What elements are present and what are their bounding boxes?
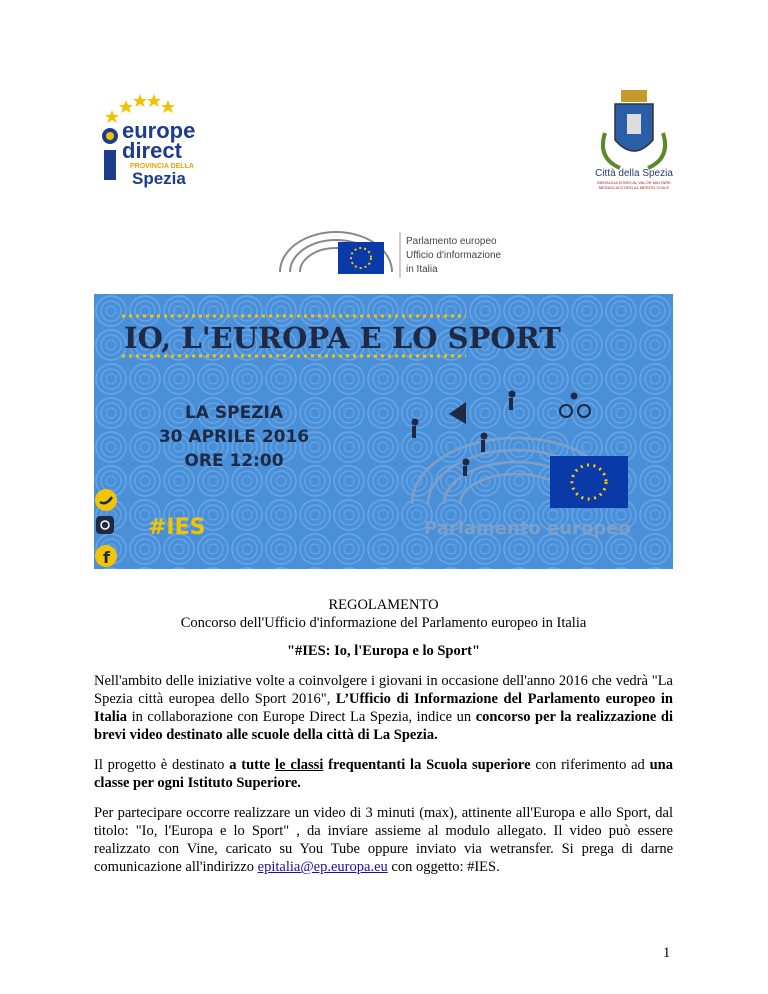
banner-date: 30 APRILE 2016 [158,427,310,447]
banner-time: ORE 12:00 [184,451,284,471]
ed-line4: Spezia [132,169,186,188]
ed-line1: europe [122,118,196,143]
citta-spezia-logo [575,88,693,196]
ed-line2: direct [122,138,182,163]
sp-sub2: MEDAGLIA D'ORO AL MERITO CIVILE [598,185,670,190]
sp-name: Città della Spezia [595,168,673,179]
email-link[interactable]: epitalia@ep.europa.eu [257,859,388,875]
paragraph-2: Il progetto è destinato a tutte le classi frequentanti la Scuola superiore con riferimento ad una classe per ogni Istituto Superiore. [94,757,673,791]
instagram-icon[interactable] [96,516,114,534]
banner-title: IO, L'EUROPA E LO SPORT [124,321,561,355]
banner-city: LA SPEZIA [184,403,284,423]
banner-parliament: Parlamento europeo [424,518,631,539]
paragraph-3: Per partecipare occorre realizzare un video di 3 minuti (max), attinente all'Europa e allo Sport, dal titolo: "Io, l'Europa e lo Sport" , da inviare assieme al modulo allegato. Il video può essere realizzato con Vine, caricato su You Tube oppure inviato via wetransfer. Si prega di darne comunicazione all'indirizzo epitalia@ep.europa.eu con oggetto: #IES. [94,805,673,875]
sp-sub1: MEDAGLIA D'ORO AL VALOR MILITARE [597,180,671,185]
event-banner [94,294,673,569]
doc-title: "#IES: Io, l'Europa e lo Sport" [286,643,481,659]
svg-text:f: f [103,548,110,567]
twitter-icon[interactable] [95,489,117,511]
europe-direct-logo [96,88,216,188]
doc-subheading: Concorso dell'Ufficio d'informazione del Parlamento europeo in Italia [180,615,587,631]
paragraph-1: Nell'ambito delle iniziative volte a coinvolgere i giovani in occasione dell'anno 2016 che vedrà "La Spezia città europea dello Sport 2016", L’Ufficio di Informazione del Parlamento europeo in Italia in collaborazione con Europe Direct La Spezia, indice un concorso per la realizzazione di brevi video destinato alle scuole della città di La Spezia. [94,673,674,743]
banner-hashtag: #IES [148,515,206,540]
facebook-icon[interactable] [95,545,117,567]
ed-line3: PROVINCIA DELLA [130,163,194,170]
pe-line1: Parlamento europeo [406,236,497,247]
page-number: 1 [663,945,671,961]
banner-art [94,294,673,569]
pe-line3: in Italia [406,264,438,275]
pe-line2: Ufficio d'informazione [406,250,502,261]
document-body [94,596,673,876]
parlamento-europeo-logo [276,228,506,280]
doc-heading: REGOLAMENTO [328,597,439,613]
